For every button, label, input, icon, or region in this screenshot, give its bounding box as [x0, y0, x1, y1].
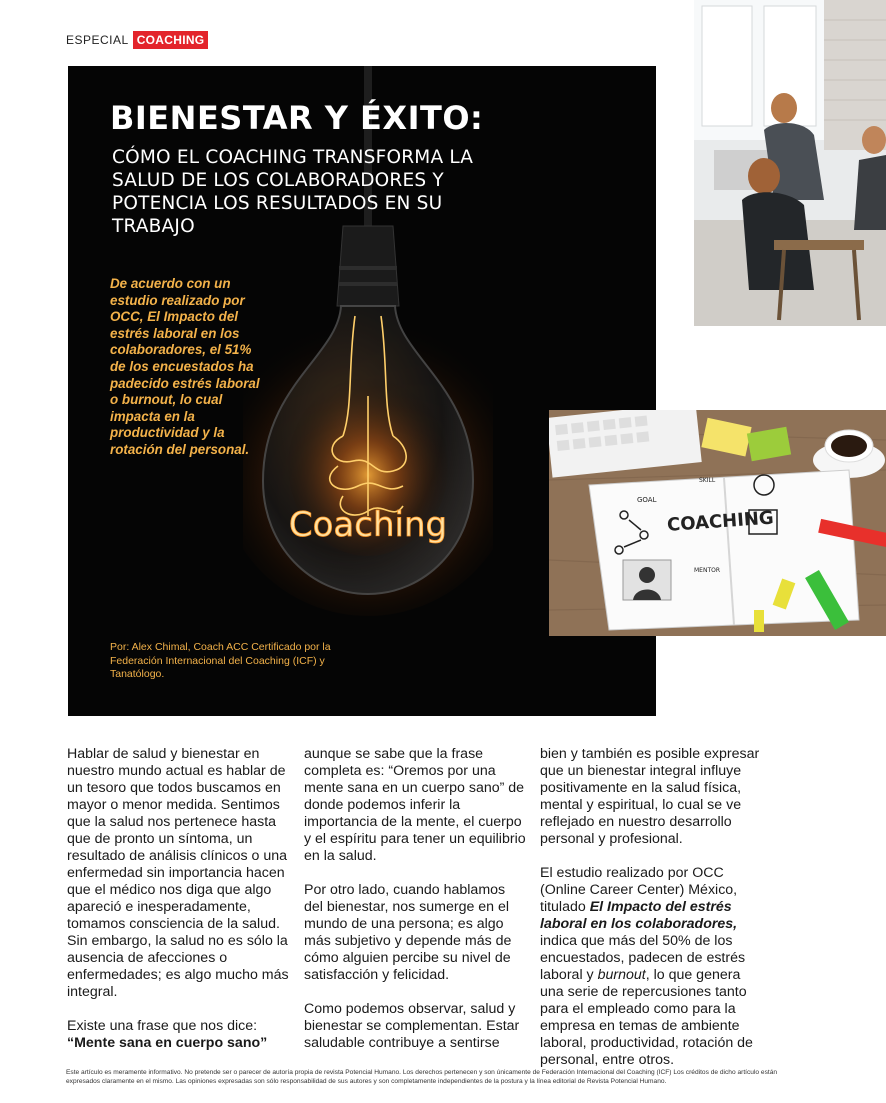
paragraph-text: Existe una frase que nos dice:	[67, 1018, 258, 1034]
article-subtitle: CÓMO EL COACHING TRANSFORMA LA SALUD DE LOS COLABORADORES Y POTENCIA LOS RESULTADOS EN SU TRABAJO	[112, 147, 474, 237]
paragraph: bien y también es posible expresar que un bienestar integral influye positivamente en la salud física, mental y espiritual, lo cual se ve reflejado en nuestro desarrollo personal y profesional.	[540, 746, 760, 847]
notebook-skill-text: SKILL	[699, 477, 716, 484]
article-intro	[110, 276, 270, 459]
footer-disclaimer: Este artículo es meramente informativo. No pretende ser o parecer de autoría propia de revista Potencial Humano. Los derechos pertenecen y son únicamente de Federación Internacional del Coaching (ICF) Los créditos de dicho artículo están expresados claramente en el mismo. Las opiniones expresadas son sólo responsabilidad de sus autores y son completamente independientes de la postura y la línea editorial de Revista Potencial Humano.	[66, 1069, 778, 1085]
section-tag	[66, 31, 208, 49]
classroom-photo	[694, 0, 886, 326]
paragraph	[67, 1018, 289, 1052]
article-title: BIENESTAR Y ÉXITO:	[110, 99, 484, 137]
body-column-2	[304, 746, 526, 1069]
paragraph	[540, 865, 762, 1069]
paragraph: Como podemos observar, salud y bienestar se complementan. Estar saludable contribuye a sentirse	[304, 1001, 520, 1051]
coaching-notebook-photo	[549, 410, 886, 636]
paragraph-text: indica que más del 50% de los encuestados, padecen de estrés laboral y	[540, 933, 746, 983]
intro-text: De acuerdo con un estudio realizado por OCC,	[110, 276, 245, 325]
notebook-goal-text: GOAL	[637, 496, 657, 504]
bulb-coaching-text: Coaching	[288, 505, 448, 545]
intro-text: , lo cual impacta en la productividad y la rotación del personal.	[110, 392, 250, 457]
notebook-mentor-text: MENTOR	[694, 567, 721, 574]
paragraph-text: El estudio realizado por OCC (Online Career Center) México, titulado	[540, 865, 738, 915]
paragraph: Por otro lado, cuando hablamos del bienestar, nos sumerge en el mundo de una persona; es algo más subjetivo y depende más de cómo alguien percibe su nivel de satisfacción y felicidad.	[304, 882, 512, 983]
section-badge: COACHING	[133, 31, 209, 49]
intro-burnout: burnout	[121, 392, 173, 408]
author-byline: Por: Alex Chimal, Coach ACC Certificado por la Federación Internacional del Coaching (ICF) y Tanatólogo.	[110, 641, 331, 680]
intro-study-title: El Impacto del estrés laboral en los colaboradores	[110, 309, 240, 358]
intro-text: , el 51% de los encuestados ha padecido estrés laboral o	[110, 342, 260, 408]
notebook-coaching-text: COACHING	[666, 507, 775, 536]
burnout-term: burnout	[597, 967, 646, 983]
paragraph: Hablar de salud y bienestar en nuestro mundo actual es hablar de un tesoro que todos buscamos en mayor o menor medida. Sentimos que la salud nos pertenece hasta que de pronto un síntoma, un resultado de análisis clínicos o una enfermedad sin importancia hacen que el médico nos diga que algo apareció e inesperadamente, tomamos consciencia de la salud. Sin embargo, la salud no es sólo la ausencia de afecciones o enfermedades; es algo mucho más integral.	[67, 746, 289, 1000]
paragraph: aunque se sabe que la frase completa es: “Oremos por una mente sana en un cuerpo sano” de donde podemos inferir la importancia de la mente, el cuerpo y el espíritu para tener un equilibrio en la salud.	[304, 746, 526, 864]
paragraph-text: , lo que genera una serie de repercusiones tanto para el empleado como para la empresa en temas de ambiente laboral, productividad, rotación de personal, entre otros.	[540, 967, 753, 1068]
section-label: ESPECIAL	[66, 33, 129, 47]
body-column-1	[67, 746, 289, 1052]
quote-bold: “Mente sana en cuerpo sano”	[67, 1035, 268, 1051]
study-title: El Impacto del estrés laboral en los colaboradores,	[540, 899, 738, 932]
body-column-3	[540, 746, 762, 1086]
